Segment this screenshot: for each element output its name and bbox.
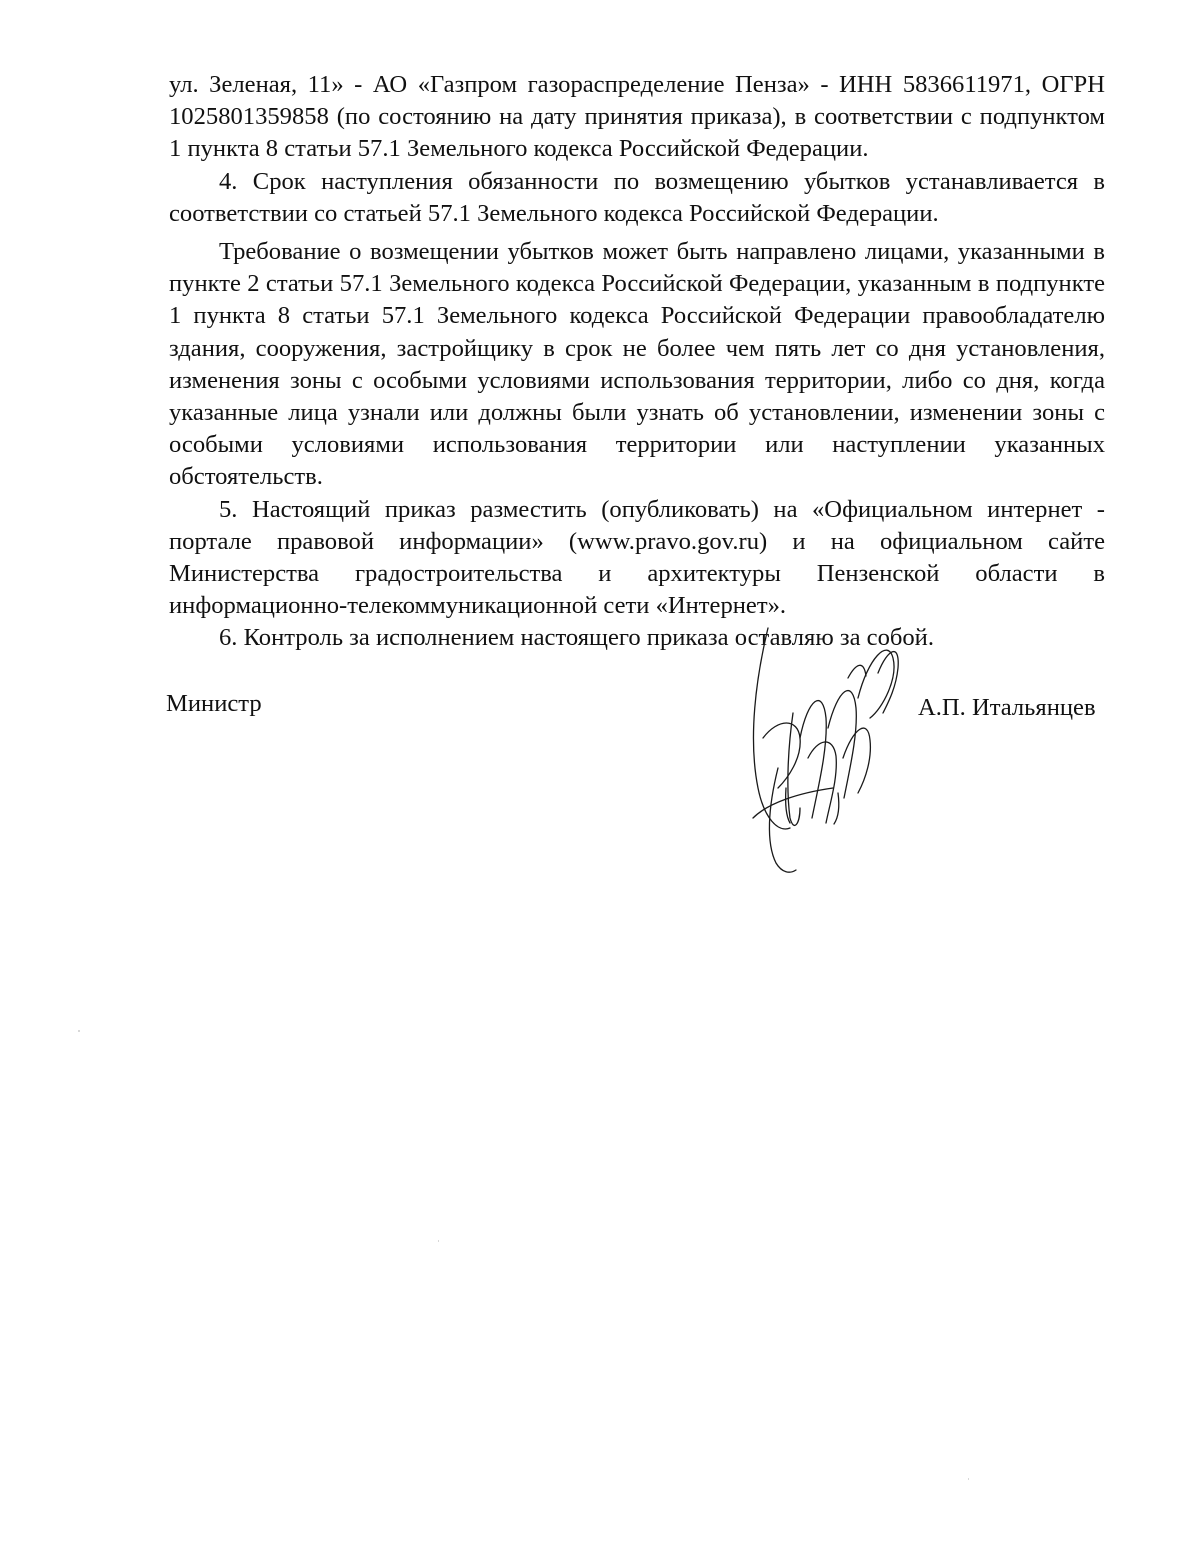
scan-speck xyxy=(78,1030,80,1032)
paragraph-claim-requirement: Требование о возмещении убытков может быть направлено лицами, указанными в пункте 2 статьи 57.1 Земельного кодекса Российской Федерации, указанным в подпункте 1 пункта 8 статьи 57.1 Земельного кодекса Российской Федерации правообладателю здания, сооружения, застройщику в срок не более чем пять лет со дня установления, изменения зоны с особыми условиями использования территории, либо со дня, когда указанные лица узнали или должны были узнать об установлении, изменении зоны с особыми условиями использования территории или наступлении указанных обстоятельств. xyxy=(169,238,1105,491)
document-body xyxy=(169,69,1105,655)
scan-speck xyxy=(968,1478,969,1480)
handwritten-signature xyxy=(738,618,908,878)
paragraph-continuation: ул. Зеленая, 11» - АО «Газпром газораспределение Пенза» - ИНН 5836611971, ОГРН 1025801359858 (по состоянию на дату принятия приказа), в соответствии с подпунктом 1 пункта 8 статьи 57.1 Земельного кодекса Российской Федерации. xyxy=(169,71,1105,163)
paragraph-item-5: 5. Настоящий приказ разместить (опубликовать) на «Официальном интернет - портале правовой информации» (www.pravo.gov.ru) и на официальном сайте Министерства градостроительства и архитектуры Пензенской области в информационно-телекоммуникационной сети «Интернет». xyxy=(169,495,1105,620)
signer-position: Министр xyxy=(166,690,262,717)
paragraph-item-6: 6. Контроль за исполнением настоящего приказа оставляю за собой. xyxy=(219,624,934,652)
paragraph-item-4: 4. Срок наступления обязанности по возмещению убытков устанавливается в соответствии со статьей 57.1 Земельного кодекса Российской Федерации. xyxy=(169,167,1105,227)
scan-speck xyxy=(438,1240,439,1242)
signer-name: А.П. Итальянцев xyxy=(918,694,1096,721)
